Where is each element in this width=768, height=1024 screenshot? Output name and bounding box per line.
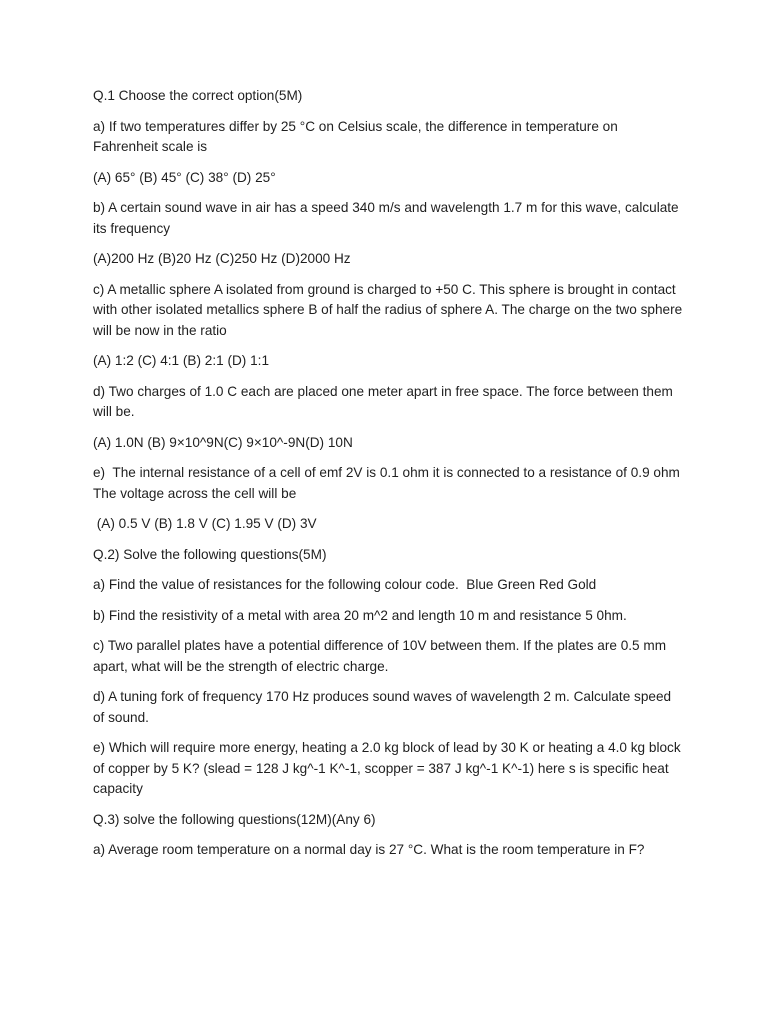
q1-d-question: d) Two charges of 1.0 C each are placed one meter apart in free space. The force between them will be. xyxy=(93,383,677,419)
q2-e-question: e) Which will require more energy, heating a 2.0 kg block of lead by 30 K or heating a 4.0 kg block of copper by 5 K? (slead = 128 J kg^-1 K^-1, scopper = 387 J kg^-1 K^-1) here s is specific heat capacity xyxy=(93,740,685,796)
q2-heading: Q.2) Solve the following questions(5M) xyxy=(93,546,327,562)
document-body xyxy=(93,86,686,871)
q1-e-options: (A) 0.5 V (B) 1.8 V (C) 1.95 V (D) 3V xyxy=(93,516,317,531)
q2-a-question: a) Find the value of resistances for the following colour code. Blue Green Red Gold xyxy=(93,577,597,592)
q1-heading: Q.1 Choose the correct option(5M) xyxy=(93,88,303,103)
q1-b-options: (A)200 Hz (B)20 Hz (C)250 Hz (D)2000 Hz xyxy=(93,251,351,266)
q1-b-question: b) A certain sound wave in air has a speed 340 m/s and wavelength 1.7 m for this wave, calculate its frequency xyxy=(93,200,683,236)
q3-a-question: a) Average room temperature on a normal day is 27 °C. What is the room temperature in F? xyxy=(93,842,645,857)
q1-e-question: e) The internal resistance of a cell of emf 2V is 0.1 ohm it is connected to a resistance of 0.9 ohm The voltage across the cell will be xyxy=(93,465,684,501)
q2-b-question: b) Find the resistivity of a metal with area 20 m^2 and length 10 m and resistance 5 0hm. xyxy=(93,607,627,623)
q1-d-options: (A) 1.0N (B) 9×10^9N(C) 9×10^-9N(D) 10N xyxy=(93,434,353,450)
q1-a-question: a) If two temperatures differ by 25 °C on Celsius scale, the difference in temperature on Fahrenheit scale is xyxy=(93,118,622,154)
q3-heading: Q.3) solve the following questions(12M)(Any 6) xyxy=(93,811,376,827)
q1-a-options: (A) 65° (B) 45° (C) 38° (D) 25° xyxy=(93,169,276,185)
q1-c-options: (A) 1:2 (C) 4:1 (B) 2:1 (D) 1:1 xyxy=(93,353,270,368)
q1-c-question: c) A metallic sphere A isolated from ground is charged to +50 C. This sphere is brought in contact with other isolated metallics sphere B of half the radius of sphere A. The charge on the two sphere will be now in the ratio xyxy=(93,281,686,338)
q2-d-question: d) A tuning fork of frequency 170 Hz produces sound waves of wavelength 2 m. Calculate speed of sound. xyxy=(93,689,675,725)
q2-c-question: c) Two parallel plates have a potential difference of 10V between them. If the plates are 0.5 mm apart, what will be the strength of electric charge. xyxy=(93,638,670,674)
